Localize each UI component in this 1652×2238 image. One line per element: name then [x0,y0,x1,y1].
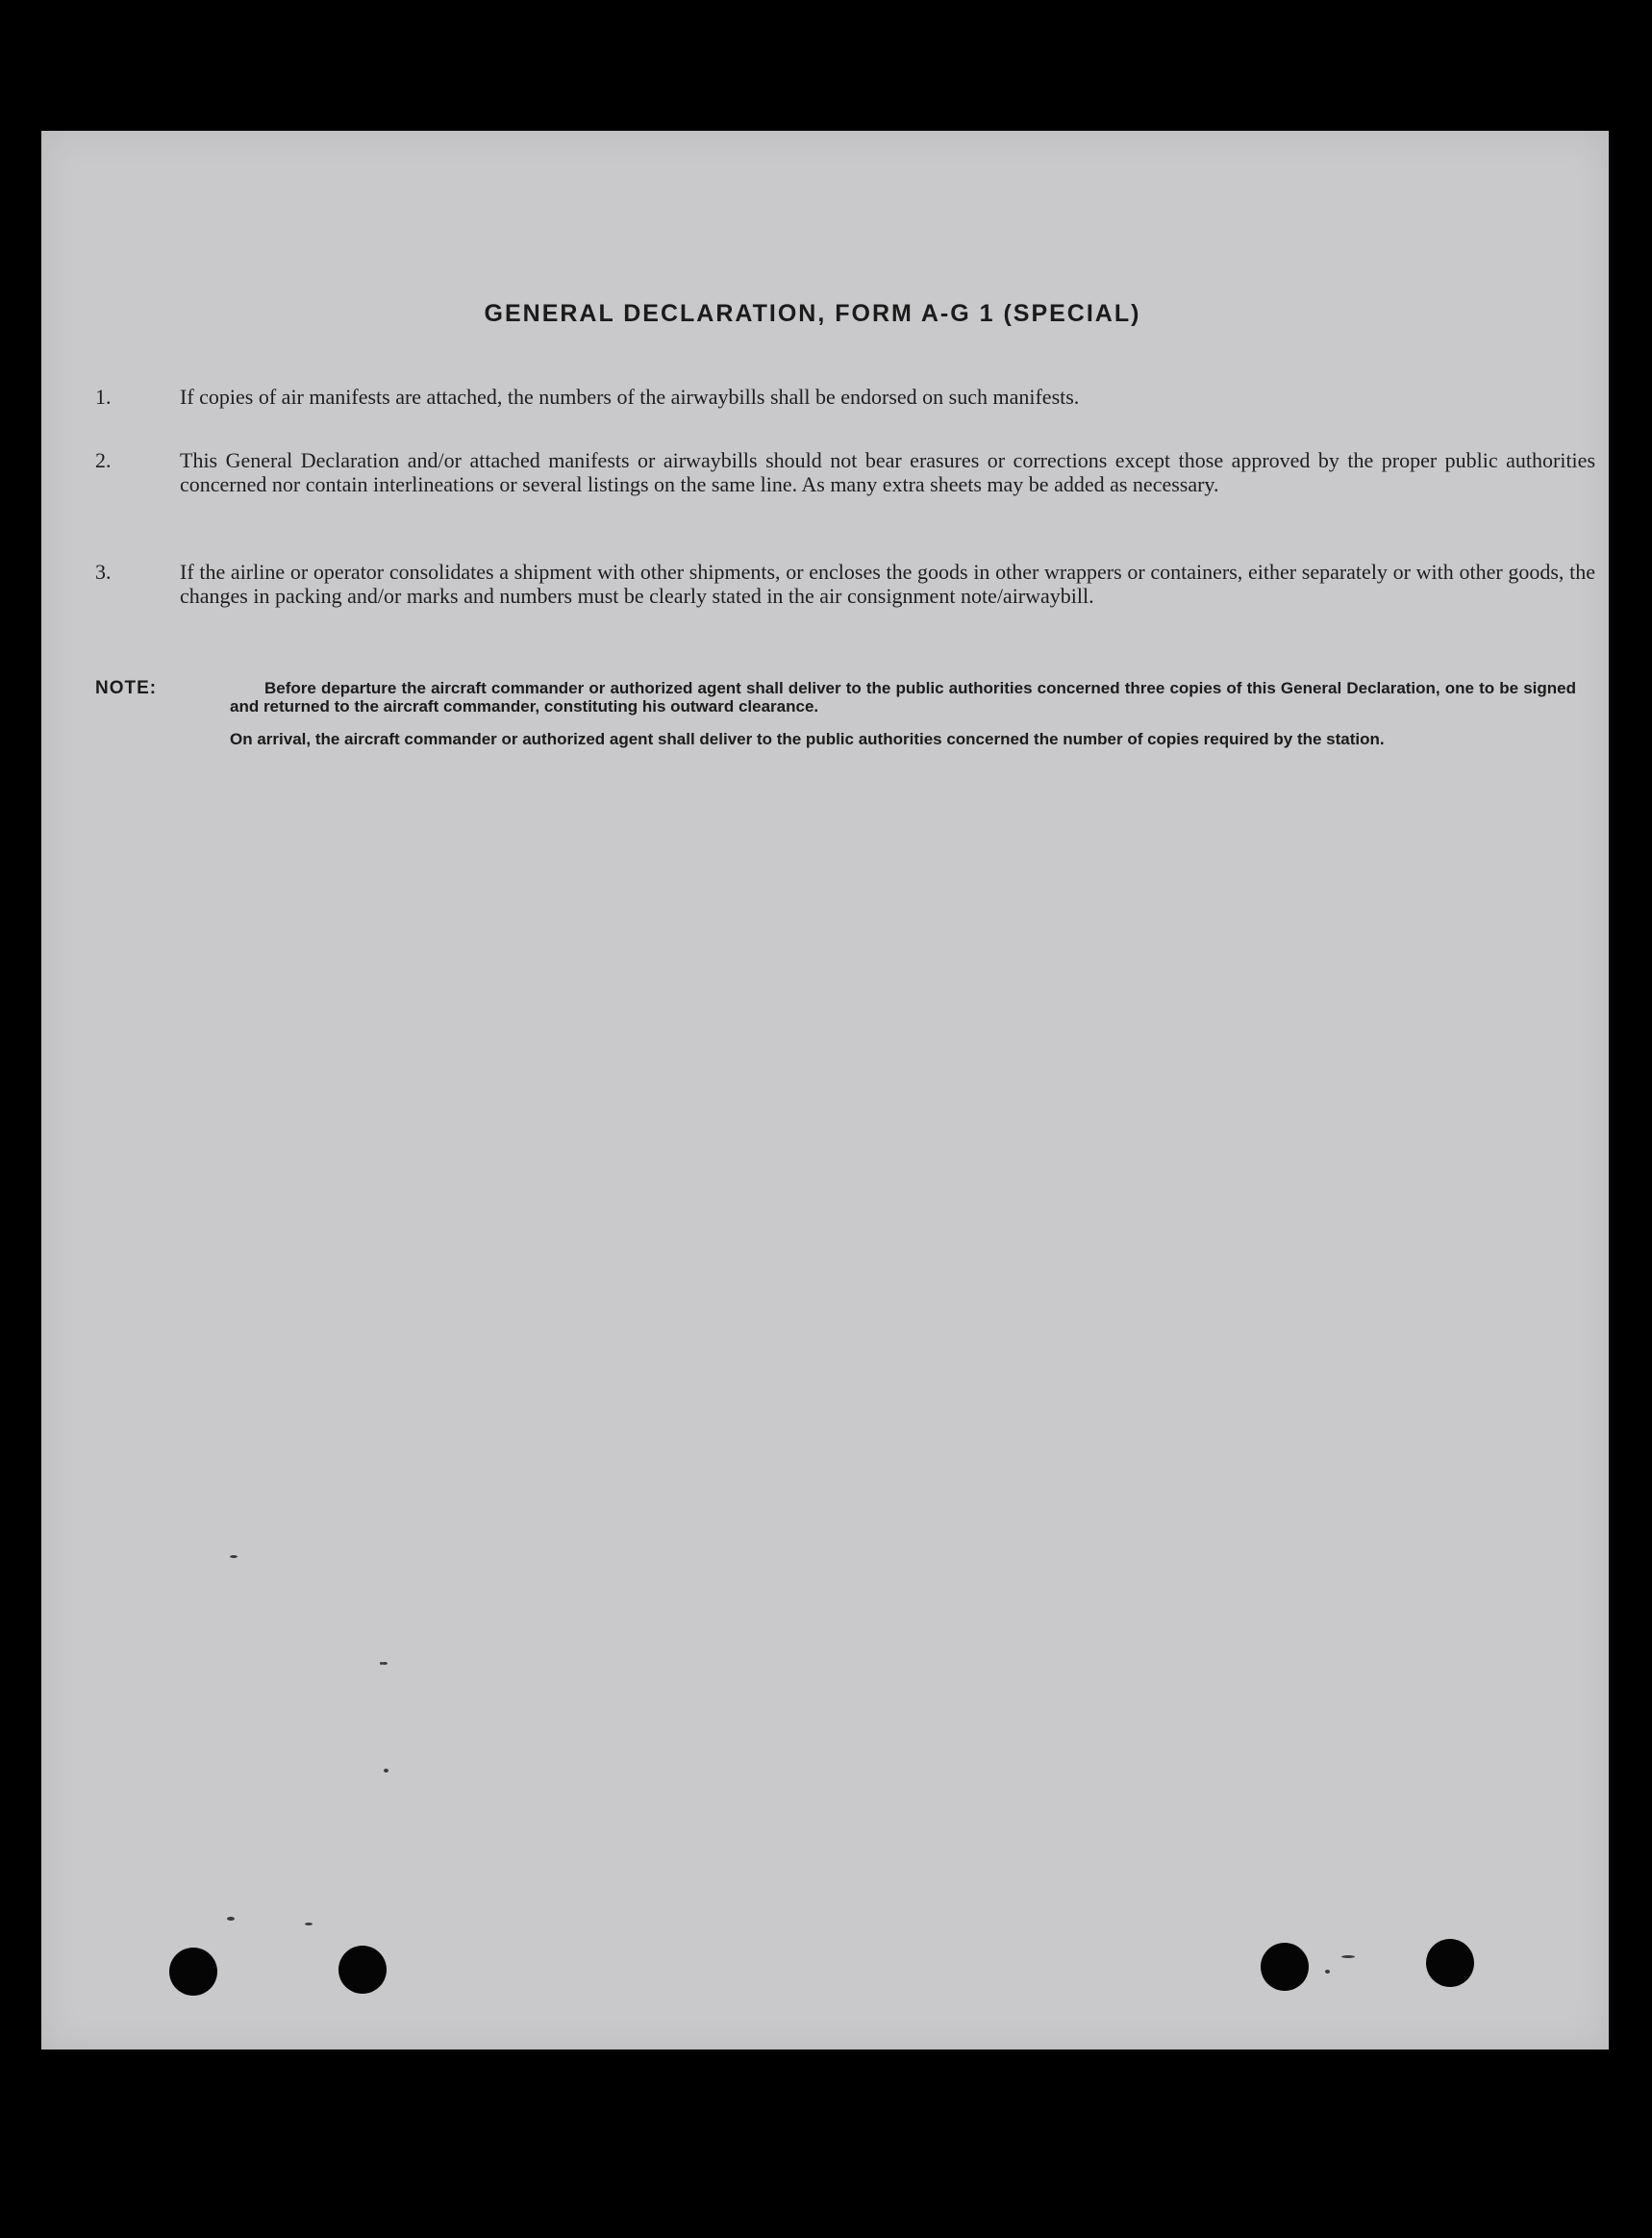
note-label: NOTE: [95,678,158,698]
punch-hole [169,1948,217,1996]
item-number: 3. [95,560,112,584]
item-text: This General Declaration and/or attached manifests or airwaybills should not bear erasures or corrections except those approved by the proper public authorities concerned nor contain interlineations or several listings on the same line. As many extra sheets may be added as necessary. [180,448,1595,496]
instruction-item [95,560,1595,608]
form-title: GENERAL DECLARATION, FORM A-G 1 (SPECIAL) [484,300,1141,327]
item-number: 2. [95,448,112,472]
scan-speck [380,1662,383,1665]
scan-speck [227,1917,235,1921]
instruction-item [95,385,1595,409]
item-text: If copies of air manifests are attached, the numbers of the airwaybills shall be endorsed on such manifests. [180,385,1080,409]
scan-speck [1341,1955,1355,1958]
instruction-item [95,448,1595,496]
punch-hole [338,1946,387,1994]
note-section [95,679,1576,748]
document-page [41,131,1609,2049]
scan-speck [305,1923,313,1925]
note-paragraph: Before departure the aircraft commander or authorized agent shall deliver to the public authorities concerned three copies of this General Declaration, one to be signed and returned to the aircraft commander, constituting his outward clearance. [230,679,1576,716]
item-text: If the airline or operator consolidates a shipment with other shipments, or encloses the goods in other wrappers or containers, either separately or with other goods, the changes in packing and/or marks and numbers must be clearly stated in the air consignment note/airwaybill. [180,560,1595,608]
note-paragraph: On arrival, the aircraft commander or authorized agent shall deliver to the public authorities concerned the number of copies required by the station. [230,730,1385,748]
scan-speck [1325,1970,1330,1974]
item-number: 1. [95,385,112,409]
scan-speck [230,1555,238,1558]
scan-speck [384,1769,388,1773]
punch-hole [1426,1939,1474,1987]
punch-hole [1261,1943,1309,1991]
